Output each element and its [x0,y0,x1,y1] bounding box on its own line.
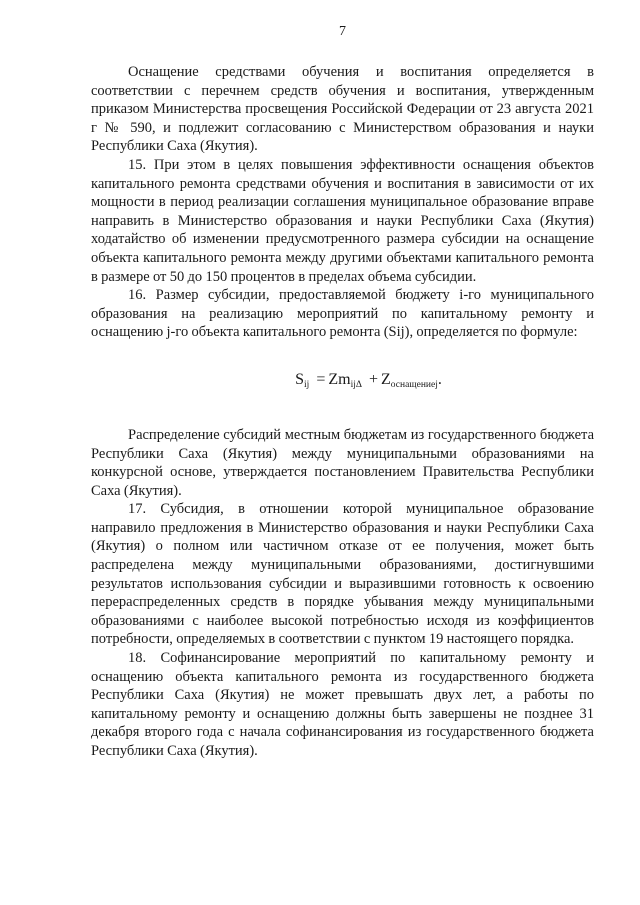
paragraph-16: 16. Размер субсидии, предоставляемой бюджету i-го муниципального образования на реализацию мероприятий по капитальному ремонту и оснащению j-го объекта капитального ремонта (Sij), определяется по формуле: [91,287,594,341]
formula-plus: + [368,370,378,388]
formula-term1-subscript: ijΔ [350,379,362,390]
formula-equals: = [316,370,326,388]
formula-lhs: S [295,370,305,388]
formula-term2-subscript: оснащениеj [390,379,438,390]
formula-term1: Zm [328,370,351,388]
paragraph-17: 17. Субсидия, в отношении которой муниципальное образование направило предложения в Министерство образования и науки Республики Саха (Якутия) о полном или частичном отказе от ее получения, может быть распределена между муниципальными образованиями, достигнувшими результатов использования субсидии и выразившими готовность к освоению перераспределенных средств в порядке убывания между муниципальными образованиями с наиболее высокой потребностью исходя из коэффициентов потребности, определяемых в соответствии с пунктом 19 настоящего порядка. [91,501,594,648]
paragraph-15: 15. При этом в целях повышения эффективности оснащения объектов капитального ремонта средствами обучения и воспитания в зависимости от их мощности в период реализации соглашения муниципальное образование вправе направить в Министерство образования и науки Республики Саха (Якутия) ходатайство об изменении предусмотренного размера субсидии на оснащение объекта капитального ремонта между другими объектами капитального ремонта в размере от 50 до 150 процентов в пределах объема субсидии. [91,156,594,285]
document-page [91,22,594,761]
formula-end: . [437,370,442,388]
formula-lhs-subscript: ij [304,379,310,390]
formula-term2: Z [381,370,391,388]
paragraph-distribution: Распределение субсидий местным бюджетам из государственного бюджета Республики Саха (Якутия) между муниципальными образованиями на конкурсной основе, утверждается постановлением Правительства Республики Саха (Якутия). [91,426,594,499]
subsidy-formula [143,370,594,395]
paragraph-18: 18. Софинансирование мероприятий по капитальному ремонту и оснащению объекта капитального ремонта из государственного бюджета Республики Саха (Якутия) не может превышать двух лет, а работы по капитальному ремонту и оснащению должны быть завершены не позднее 31 декабря второго года с начала софинансирования из государственного бюджета Республики Саха (Якутия). [91,650,594,759]
page-number: 7 [339,24,346,39]
paragraph-equipment-list: Оснащение средствами обучения и воспитания определяется в соответствии с перечнем средств обучения и воспитания, утвержденным приказом Министерства просвещения Российской Федерации от 23 августа 2021 г № 590, и подлежит согласованию с Министерством образования и науки Республики Саха (Якутия). [91,64,594,155]
